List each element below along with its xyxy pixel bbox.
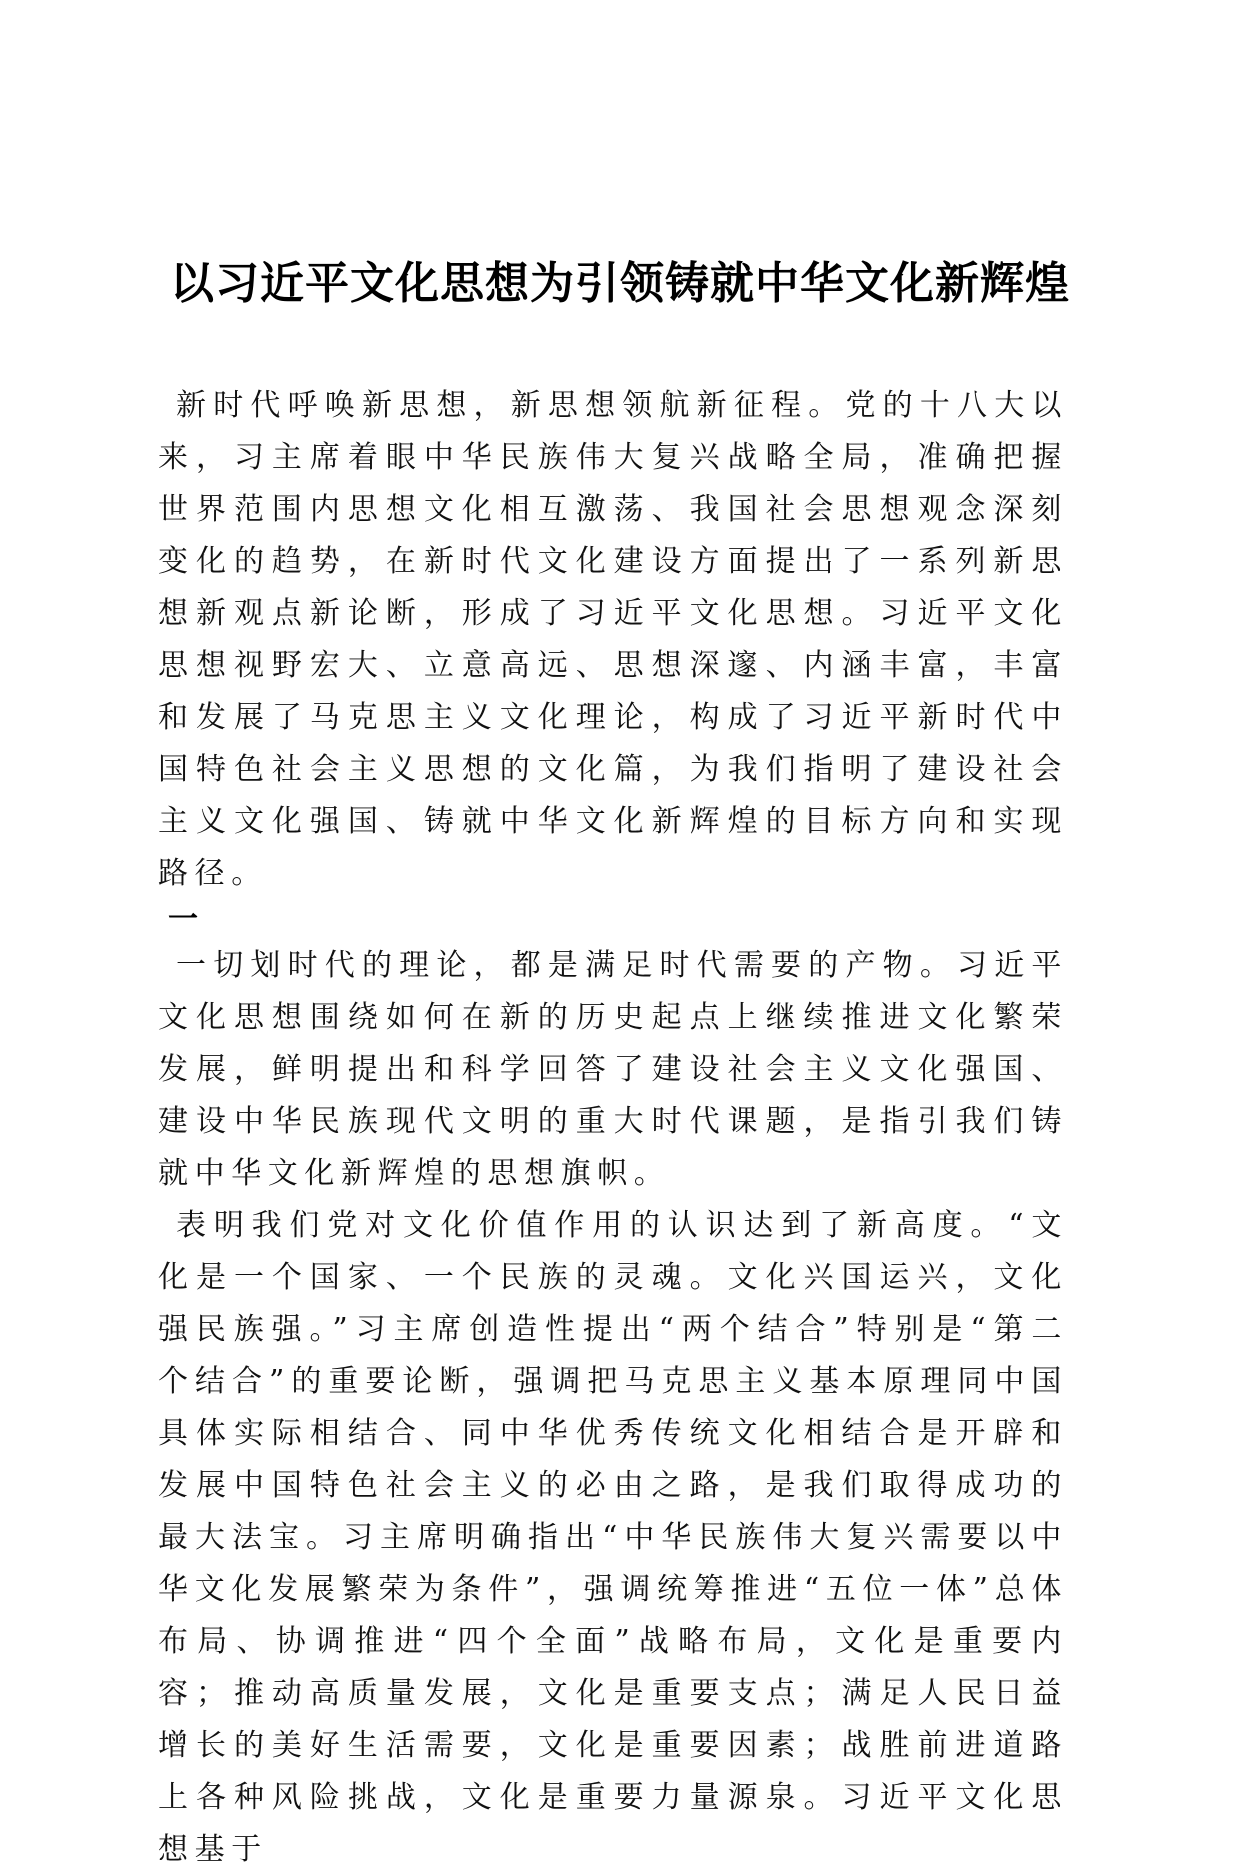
section-paragraph: 一切划时代的理论，都是满足时代需要的产物。习近平文化思想围绕如何在新的历史起点上继续推进文化繁荣发展，鲜明提出和科学回答了建设社会主义文化强国、建设中华民族现代文明的重大时代课题，是指引我们铸就中华文化新辉煌的思想旗帜。 xyxy=(158,948,1068,1191)
document-title: 以习近平文化思想为引领铸就中华文化新辉煌 xyxy=(170,258,1070,309)
document-body xyxy=(158,380,1068,1876)
section-paragraph: 表明我们党对文化价值作用的认识达到了新高度。“文化是一个国家、一个民族的灵魂。文化兴国运兴，文化强民族强。”习主席创造性提出“两个结合”特别是“第二个结合”的重要论断，强调把马克思主义基本原理同中国具体实际相结合、同中华优秀传统文化相结合是开辟和发展中国特色社会主义的必由之路，是我们取得成功的最大法宝。习主席明确指出“中华民族伟大复兴需要以中华文化发展繁荣为条件”，强调统筹推进“五位一体”总体布局、协调推进“四个全面”战略布局，文化是重要内容；推动高质量发展，文化是重要支点；满足人民日益增长的美好生活需要，文化是重要因素；战胜前进道路上各种风险挑战，文化是重要力量源泉。习近平文化思想基于 xyxy=(158,1208,1068,1867)
intro-paragraph: 新时代呼唤新思想，新思想领航新征程。党的十八大以来，习主席着眼中华民族伟大复兴战略全局，准确把握世界范围内思想文化相互激荡、我国社会思想观念深刻变化的趋势，在新时代文化建设方面提出了一系列新思想新观点新论断，形成了习近平文化思想。习近平文化思想视野宏大、立意高远、思想深邃、内涵丰富，丰富和发展了马克思主义文化理论，构成了习近平新时代中国特色社会主义思想的文化篇，为我们指明了建设社会主义文化强国、铸就中华文化新辉煌的目标方向和实现路径。 xyxy=(158,388,1068,891)
section-heading: 一 xyxy=(168,902,198,937)
